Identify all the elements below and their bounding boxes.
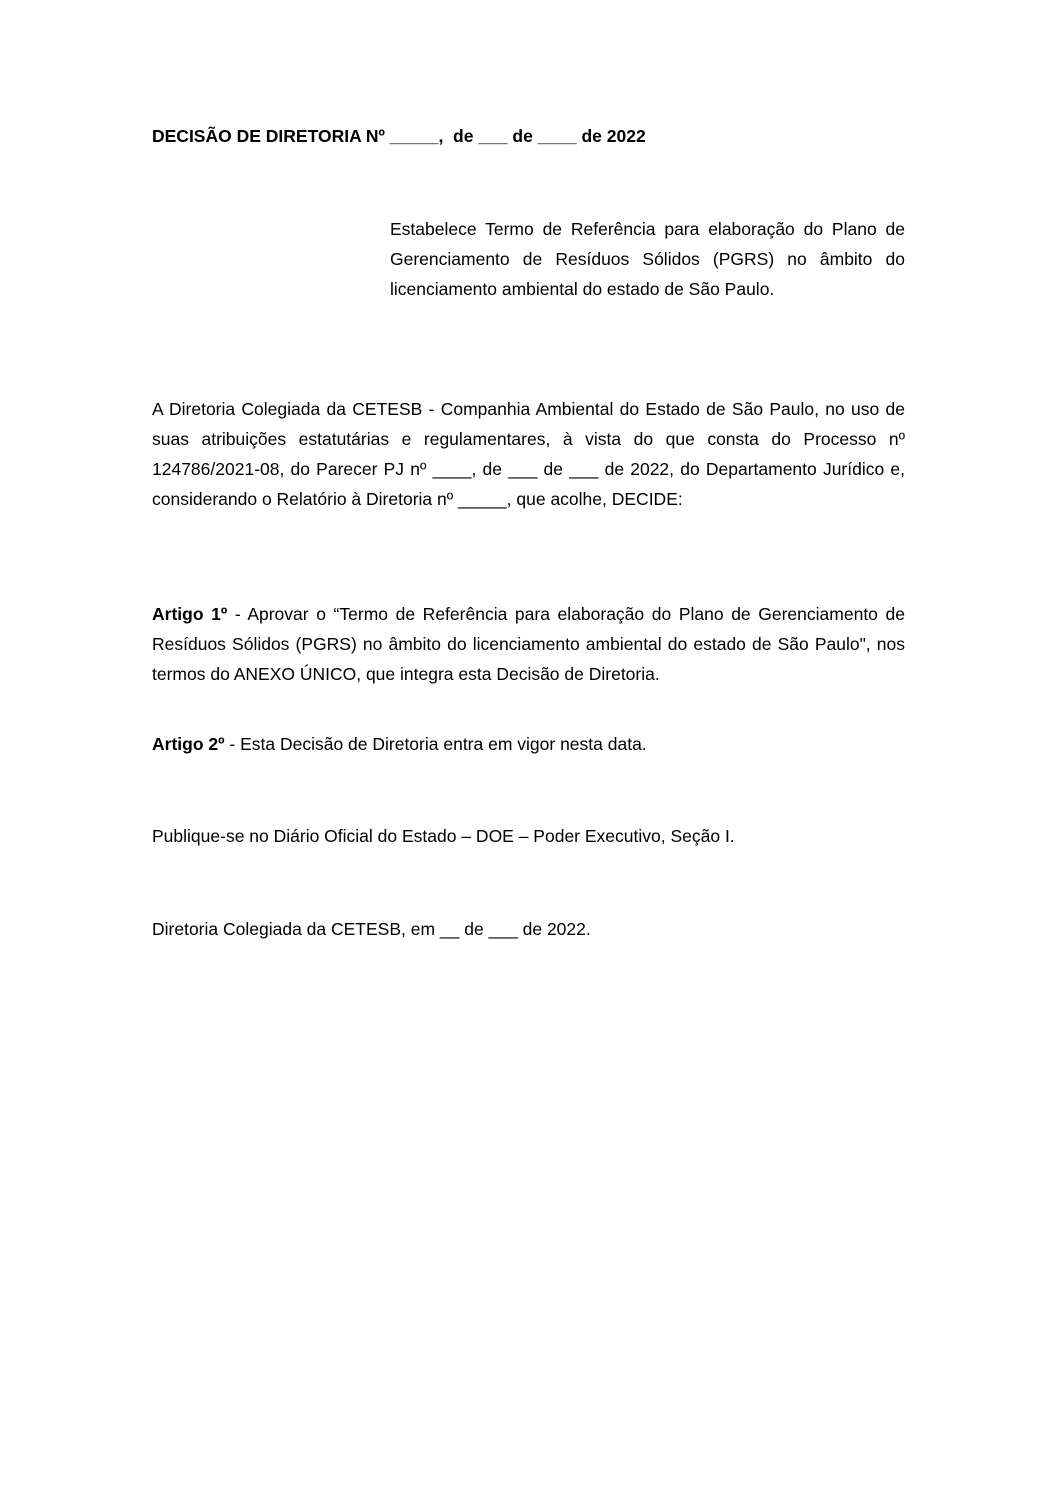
article-2-text: - Esta Decisão de Diretoria entra em vigor nesta data. [224,734,647,754]
article-1-paragraph [152,599,905,689]
signature-line: Diretoria Colegiada da CETESB, em __ de ___ de 2022. [152,919,591,939]
article-2-label: Artigo 2º [152,734,225,754]
article-1-label: Artigo 1º [152,604,228,624]
article-2-paragraph [152,729,905,759]
document-title: DECISÃO DE DIRETORIA Nº _____, de ___ de ____ de 2022 [152,126,646,146]
epigraph-paragraph: Estabelece Termo de Referência para elaboração do Plano de Gerenciamento de Resíduos Sólidos (PGRS) no âmbito do licenciamento ambiental do estado de São Paulo. [390,219,905,299]
article-1-text: - Aprovar o “Termo de Referência para elaboração do Plano de Gerenciamento de Resíduos Sólidos (PGRS) no âmbito do licenciamento ambiental do estado de São Paulo", nos termos do ANEXO ÚNICO, que integra esta Decisão de Diretoria. [152,604,905,684]
preamble-paragraph: A Diretoria Colegiada da CETESB - Companhia Ambiental do Estado de São Paulo, no uso de suas atribuições estatutárias e regulamentares, à vista do que consta do Processo nº 124786/2021-08, do Parecer PJ nº ____, de ___ de ___ de 2022, do Departamento Jurídico e, considerando o Relatório à Diretoria nº _____, que acolhe, DECIDE: [152,399,905,509]
publication-line: Publique-se no Diário Oficial do Estado – DOE – Poder Executivo, Seção I. [152,826,735,846]
